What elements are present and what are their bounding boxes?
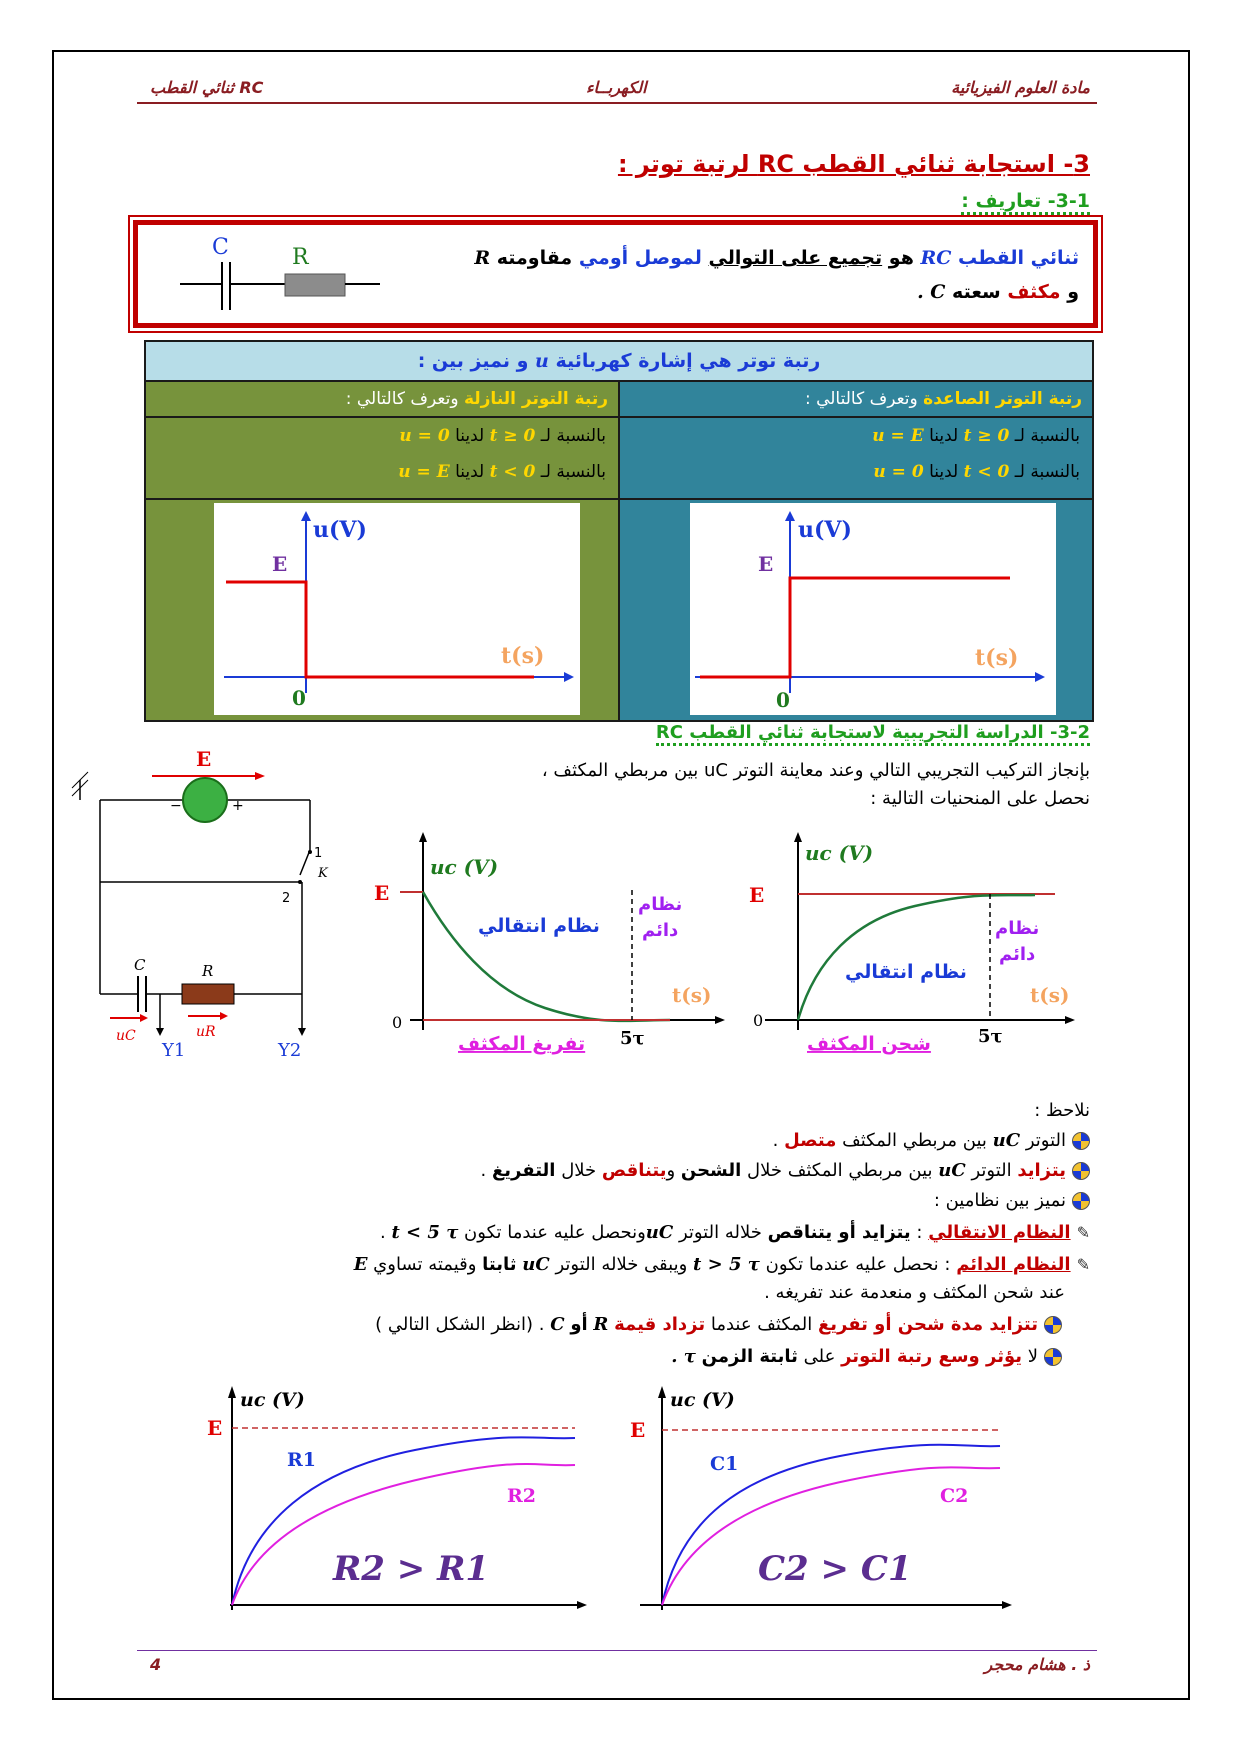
svg-text:تفريغ المكثف: تفريغ المكثف (458, 1033, 586, 1055)
table-header: رتبة توتر هي إشارة كهربائية u و نميز بين : (145, 341, 1093, 381)
pencil-icon: ✎ (1076, 1223, 1090, 1242)
svg-text:نظام انتقالي: نظام انتقالي (478, 915, 600, 937)
svg-text:E: E (374, 881, 390, 905)
svg-text:شحن المكثف: شحن المكثف (807, 1033, 931, 1055)
svg-text:uc (V): uc (V) (240, 1389, 305, 1411)
step-voltage-table (144, 340, 1094, 722)
svg-text:1: 1 (314, 846, 323, 861)
rising-e-label: E (758, 552, 774, 576)
svg-text:−: − (170, 798, 182, 814)
section-3-2-title: 3-2- الدراسة التجريبية لاستجابة ثنائي القطب RC (656, 722, 1090, 746)
note-steady-regime: ✎النظام الدائم : نحصل عليه عندما تكون t > 5 τ ويبقى خلاله التوتر uC ثابتا وقيمته تساوي E (353, 1254, 1090, 1275)
svg-text:R2: R2 (507, 1485, 537, 1507)
rising-u-label: u(V) (798, 517, 852, 543)
bullet-icon (1044, 1348, 1062, 1366)
svg-text:E: E (630, 1418, 646, 1442)
header-rule (137, 102, 1097, 104)
intro-paragraph-1: بإنجاز التركيب التجريبي التالي وعند معاينة التوتر uC بين مربطي المكثف ، (541, 760, 1090, 781)
note-continuous: التوتر uC بين مربطي المكثف متصل . (773, 1130, 1090, 1151)
svg-text:5τ: 5τ (620, 1028, 645, 1049)
falling-t-label: t(s) (501, 643, 545, 669)
falling-u-label: u(V) (313, 517, 367, 543)
svg-text:uC: uC (116, 1028, 136, 1044)
svg-text:C1: C1 (710, 1453, 739, 1475)
header-center: الكهربــاء (586, 78, 647, 97)
svg-text:t(s): t(s) (1030, 983, 1070, 1007)
svg-text:E: E (749, 883, 765, 907)
svg-text:0: 0 (753, 1011, 764, 1030)
bullet-icon (1044, 1316, 1062, 1334)
charge-graph (745, 830, 1095, 1060)
falling-step-graph (214, 503, 580, 715)
svg-text:C: C (134, 956, 146, 974)
svg-text:نظام انتقالي: نظام انتقالي (845, 961, 967, 983)
svg-text:R2 > R1: R2 > R1 (333, 1549, 489, 1589)
svg-text:uc (V): uc (V) (430, 855, 499, 879)
note-two-regimes: نميز بين نظامين : (934, 1190, 1090, 1211)
rc-circuit-diagram (170, 232, 400, 316)
svg-text:نظام: نظام (638, 894, 683, 915)
note-steady-regime-line2: عند شحن المكثف و منعدمة عند تفريغه . (764, 1282, 1065, 1303)
falling-conditions: بالنسبة لـ t ≥ 0 لدينا u = 0 بالنسبة لـ t < 0 لدينا u = E (145, 417, 619, 499)
pencil-icon: ✎ (1076, 1255, 1090, 1274)
svg-text:5τ: 5τ (978, 1026, 1003, 1047)
footer-rule (137, 1650, 1097, 1651)
svg-text:K: K (318, 866, 328, 881)
header-left: ثنائي القطب RC (150, 78, 264, 97)
rising-graph-cell (619, 499, 1093, 721)
falling-e-label: E (272, 552, 288, 576)
svg-text:R: R (202, 962, 214, 980)
svg-text:t(s): t(s) (672, 983, 712, 1007)
falling-zero-label: 0 (292, 686, 306, 710)
svg-text:E: E (207, 1416, 223, 1440)
definition-text: ثنائي القطب RC هو تجميع على التوالي لموصل أومي مقاومته R و مكثف سعته C . (474, 247, 1079, 303)
bullet-icon (1072, 1192, 1090, 1210)
notes-intro: نلاحظ : (1034, 1100, 1090, 1121)
circuit-e-label: E (196, 747, 212, 771)
svg-text:Y1: Y1 (162, 1040, 186, 1061)
circuit-r-label: R (292, 245, 309, 270)
svg-text:2: 2 (282, 891, 291, 906)
resistance-comparison-graph (195, 1380, 595, 1620)
note-increase-decrease: يتزايد التوتر uC بين مربطي المكثف خلال الشحن ويتناقص خلال التفريغ . (481, 1160, 1090, 1181)
svg-text:+: + (232, 798, 244, 814)
rising-conditions: بالنسبة لـ t ≥ 0 لدينا u = E بالنسبة لـ t < 0 لدينا u = 0 (619, 417, 1093, 499)
svg-text:uc (V): uc (V) (805, 841, 874, 865)
page-number: 4 (150, 1655, 162, 1674)
svg-text:0: 0 (392, 1013, 403, 1032)
rising-step-graph (690, 503, 1056, 715)
note-transient-regime: ✎النظام الانتقالي : يتزايد أو يتناقص خلاله التوتر uCونحصل عليه عندما تكون t < 5 τ . (380, 1222, 1090, 1243)
note-duration: تتزايد مدة شحن أو تفريغ المكثف عندما تزداد قيمة R أو C . (انظر الشكل التالي ) (375, 1314, 1062, 1335)
svg-text:uR: uR (196, 1024, 216, 1040)
svg-text:C2 > C1: C2 > C1 (758, 1549, 912, 1589)
svg-text:uc (V): uc (V) (670, 1389, 735, 1411)
svg-text:C2: C2 (940, 1485, 969, 1507)
definition-box (133, 220, 1098, 328)
discharge-graph (370, 830, 730, 1060)
rising-zero-label: 0 (776, 688, 790, 712)
note-amplitude: لا يؤثر وسع رتبة التوتر على ثابتة الزمن τ . (671, 1346, 1062, 1367)
falling-step-header: رتبة التوتر النازلة وتعرف كالتالي : (145, 381, 619, 417)
falling-graph-cell (145, 499, 619, 721)
rising-t-label: t(s) (975, 645, 1019, 671)
capacitance-comparison-graph (620, 1380, 1020, 1620)
circuit-c-label: C (212, 235, 229, 260)
svg-text:R1: R1 (287, 1449, 317, 1471)
author: ذ . هشام محجر (984, 1655, 1090, 1674)
svg-text:دائم: دائم (642, 920, 679, 941)
svg-text:دائم: دائم (999, 944, 1036, 965)
svg-text:نظام: نظام (995, 918, 1040, 939)
intro-paragraph-2: نحصل على المنحنيات التالية : (870, 788, 1090, 809)
subsection-title: 3-1- تعاريف : (961, 190, 1090, 215)
header-right: مادة العلوم الفيزيائية (951, 78, 1090, 97)
section-title: 3- استجابة ثنائي القطب RC لرتبة توتر : (617, 150, 1090, 178)
bullet-icon (1072, 1132, 1090, 1150)
bullet-icon (1072, 1162, 1090, 1180)
rising-step-header: رتبة التوتر الصاعدة وتعرف كالتالي : (619, 381, 1093, 417)
svg-text:Y2: Y2 (278, 1040, 302, 1061)
experimental-circuit (70, 740, 350, 1070)
